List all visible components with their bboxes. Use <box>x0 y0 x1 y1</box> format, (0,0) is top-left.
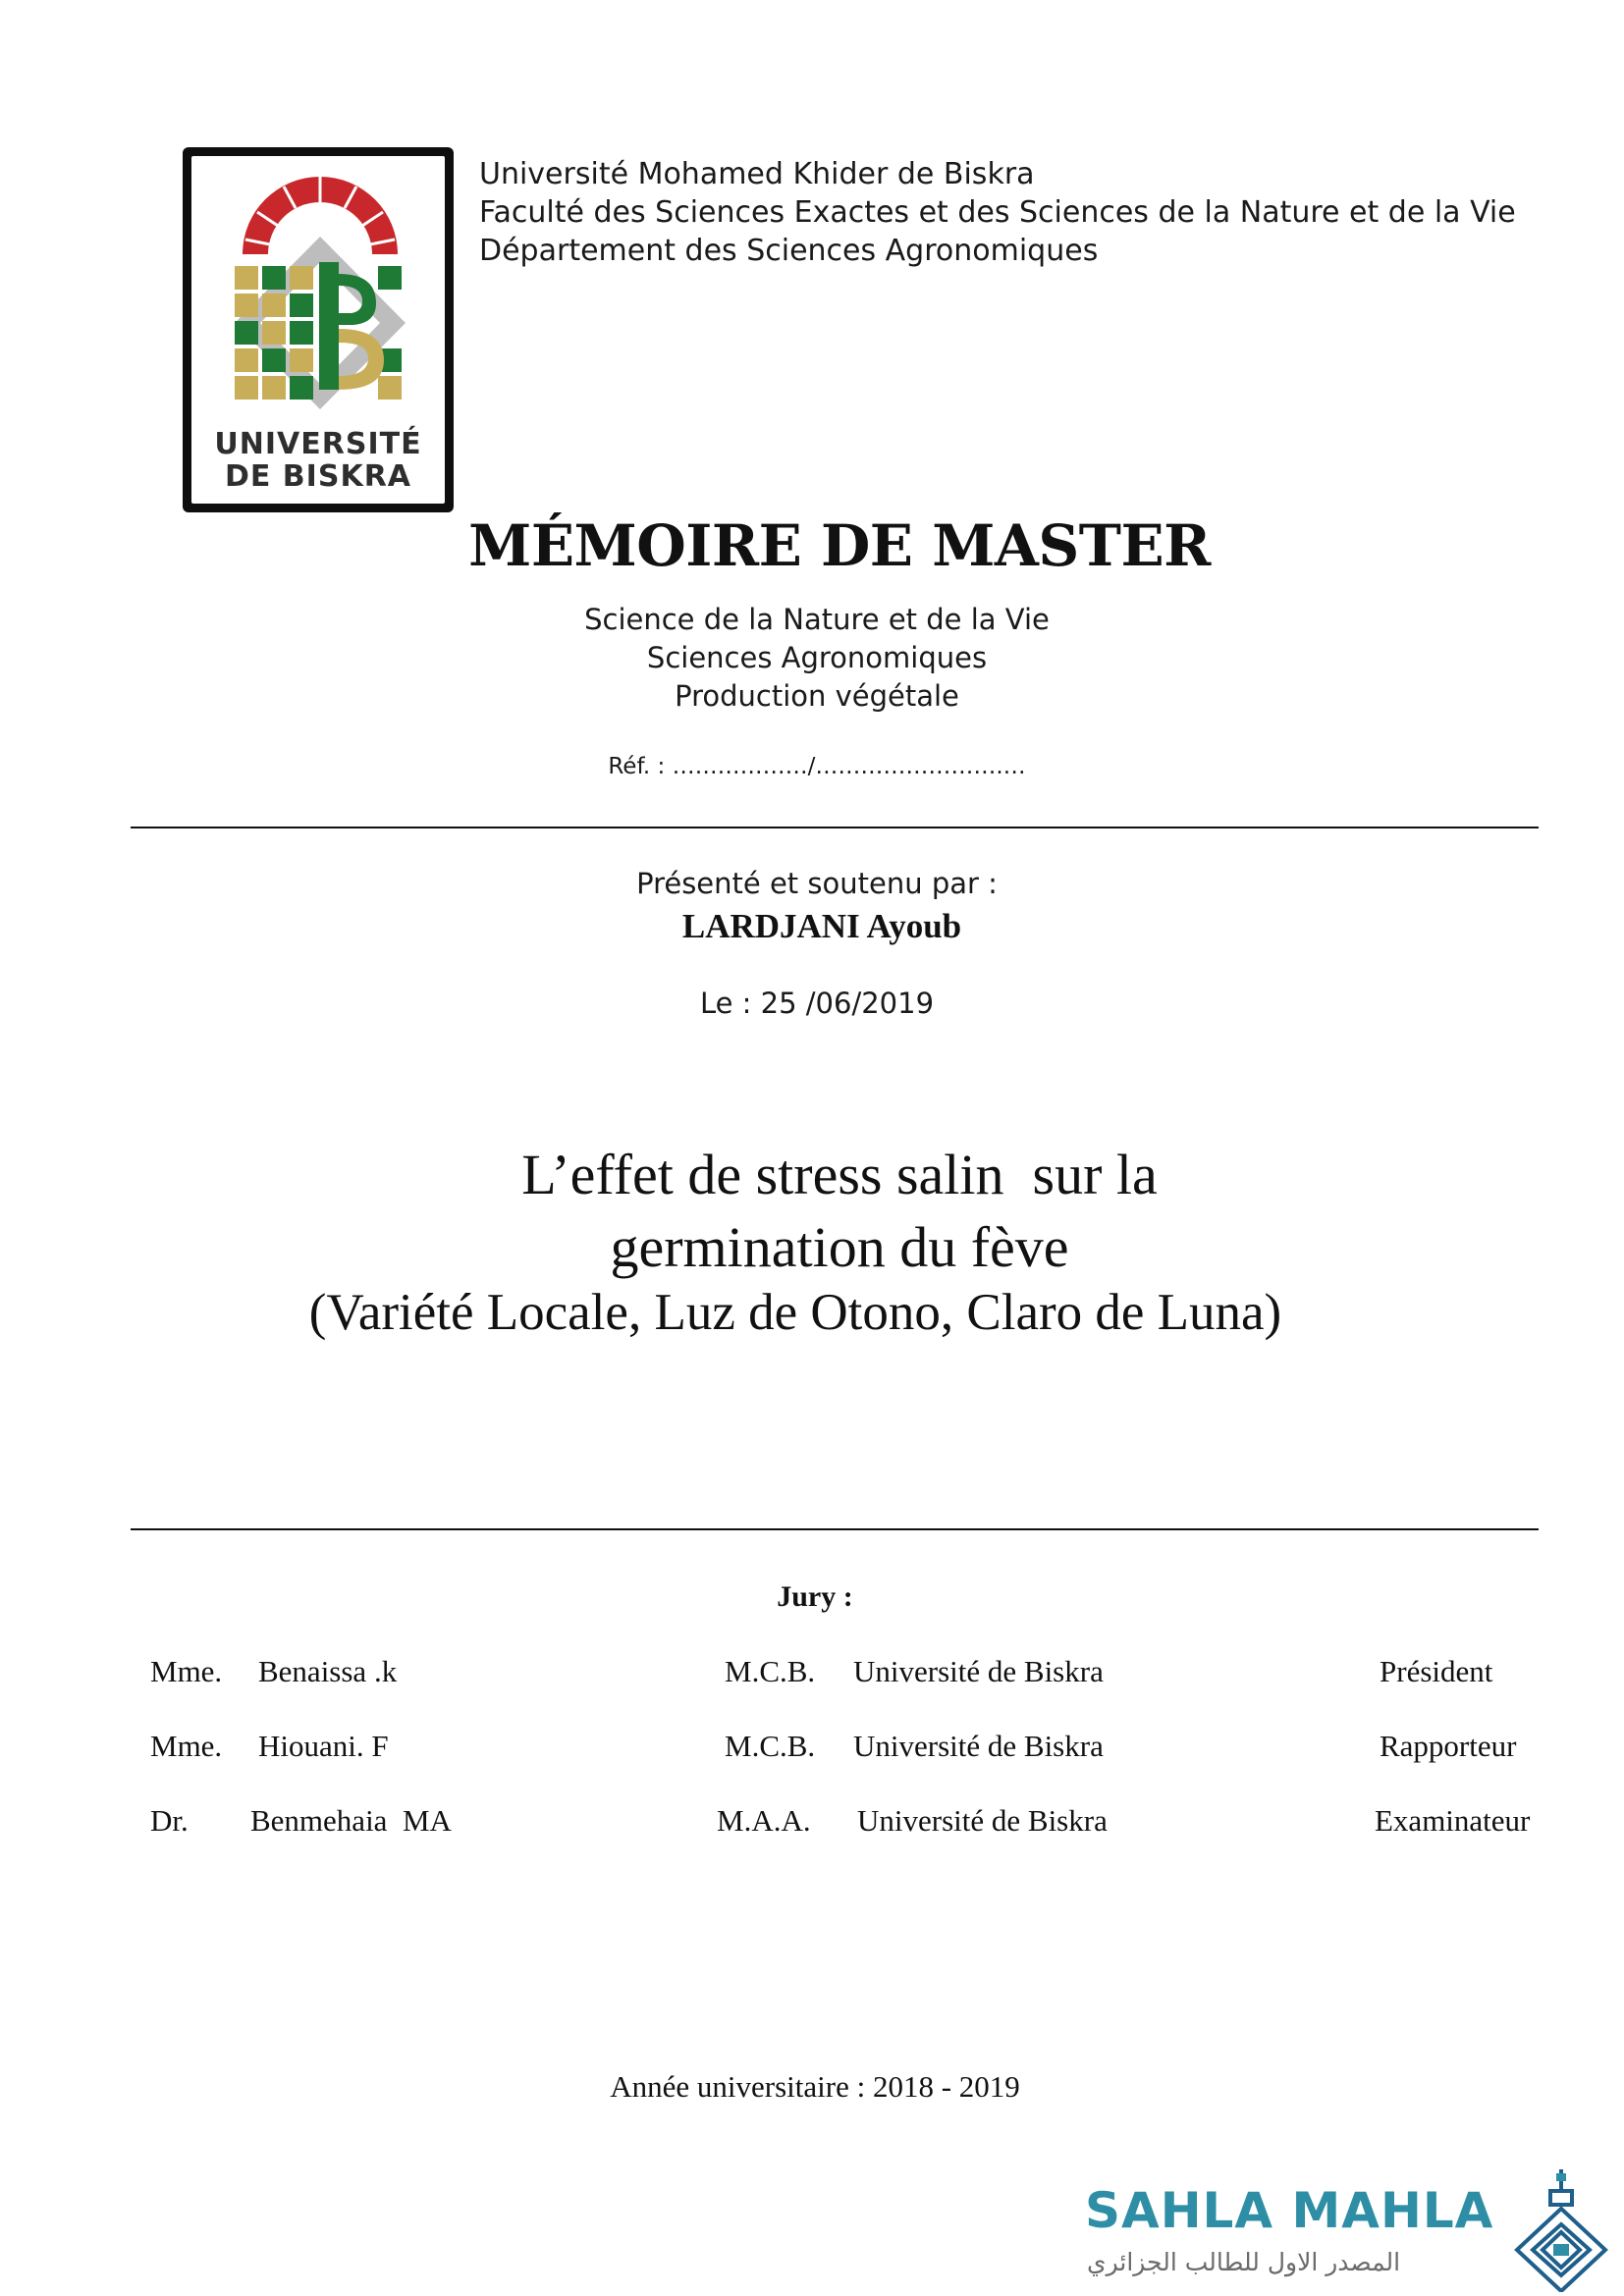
divider-bottom <box>131 1528 1539 1530</box>
program-info <box>0 601 1624 716</box>
jury-member-grade: M.A.A. <box>717 1803 811 1838</box>
jury-member-role: Examinateur <box>1375 1803 1531 1838</box>
defense-date: Le : 25 /06/2019 <box>699 987 935 1020</box>
logo-text-line2: DE BISKRA <box>224 459 412 494</box>
logo-text-line1: UNIVERSITÉ <box>214 427 422 461</box>
thesis-title-line1: L’effet de stress salin sur la <box>521 1143 1158 1206</box>
jury-member-role: Président <box>1380 1654 1493 1688</box>
presented-by-label: Présenté et soutenu par : <box>636 867 998 900</box>
jury-member-name: Benmehaia MA <box>250 1803 452 1838</box>
reference-line: Réf. : ………………/…………………….… <box>608 754 1026 779</box>
watermark-tagline: المصدر الاول للطالب الجزائري <box>1087 2248 1401 2276</box>
jury-member-institution: Université de Biskra <box>857 1803 1108 1838</box>
jury-member-title: Dr. <box>150 1803 189 1838</box>
jury-member-grade: M.C.B. <box>725 1729 816 1763</box>
jury-member-role: Rapporteur <box>1380 1729 1517 1763</box>
jury-member-name: Benaissa .k <box>258 1654 398 1688</box>
divider-top <box>131 827 1539 828</box>
faculty-name: Faculté des Sciences Exactes et des Sciences de la Nature et de la Vie <box>479 195 1516 230</box>
thesis-subtitle: (Variété Locale, Luz de Otono, Claro de Luna) <box>308 1284 1282 1341</box>
jury-member-grade: M.C.B. <box>725 1654 816 1688</box>
jury-heading: Jury : <box>777 1580 853 1613</box>
jury-member-institution: Université de Biskra <box>853 1654 1104 1688</box>
institution-header <box>479 155 1516 270</box>
thesis-title-line2: germination du fève <box>610 1215 1069 1279</box>
jury-member-title: Mme. <box>150 1729 223 1763</box>
department-name: Département des Sciences Agronomiques <box>479 234 1099 268</box>
document-type-title: MÉMOIRE DE MASTER <box>468 512 1211 579</box>
logo-emblem <box>191 156 445 504</box>
academic-year: Année universitaire : 2018 - 2019 <box>610 2069 1020 2104</box>
university-name: Université Mohamed Khider de Biskra <box>479 157 1035 191</box>
jury-member-title: Mme. <box>150 1654 223 1688</box>
author-name: LARDJANI Ayoub <box>681 907 962 945</box>
program-domain: Science de la Nature et de la Vie <box>584 603 1050 636</box>
jury-member-name: Hiouani. F <box>258 1729 389 1763</box>
program-field: Sciences Agronomiques <box>646 641 988 674</box>
thesis-title <box>0 1139 1624 1284</box>
jury-member-institution: Université de Biskra <box>853 1729 1104 1763</box>
program-specialty: Production végétale <box>675 679 959 713</box>
watermark-emblem-icon <box>1507 2169 1615 2292</box>
university-logo <box>183 147 454 512</box>
watermark-brand: SAHLA MAHLA <box>1085 2182 1494 2239</box>
